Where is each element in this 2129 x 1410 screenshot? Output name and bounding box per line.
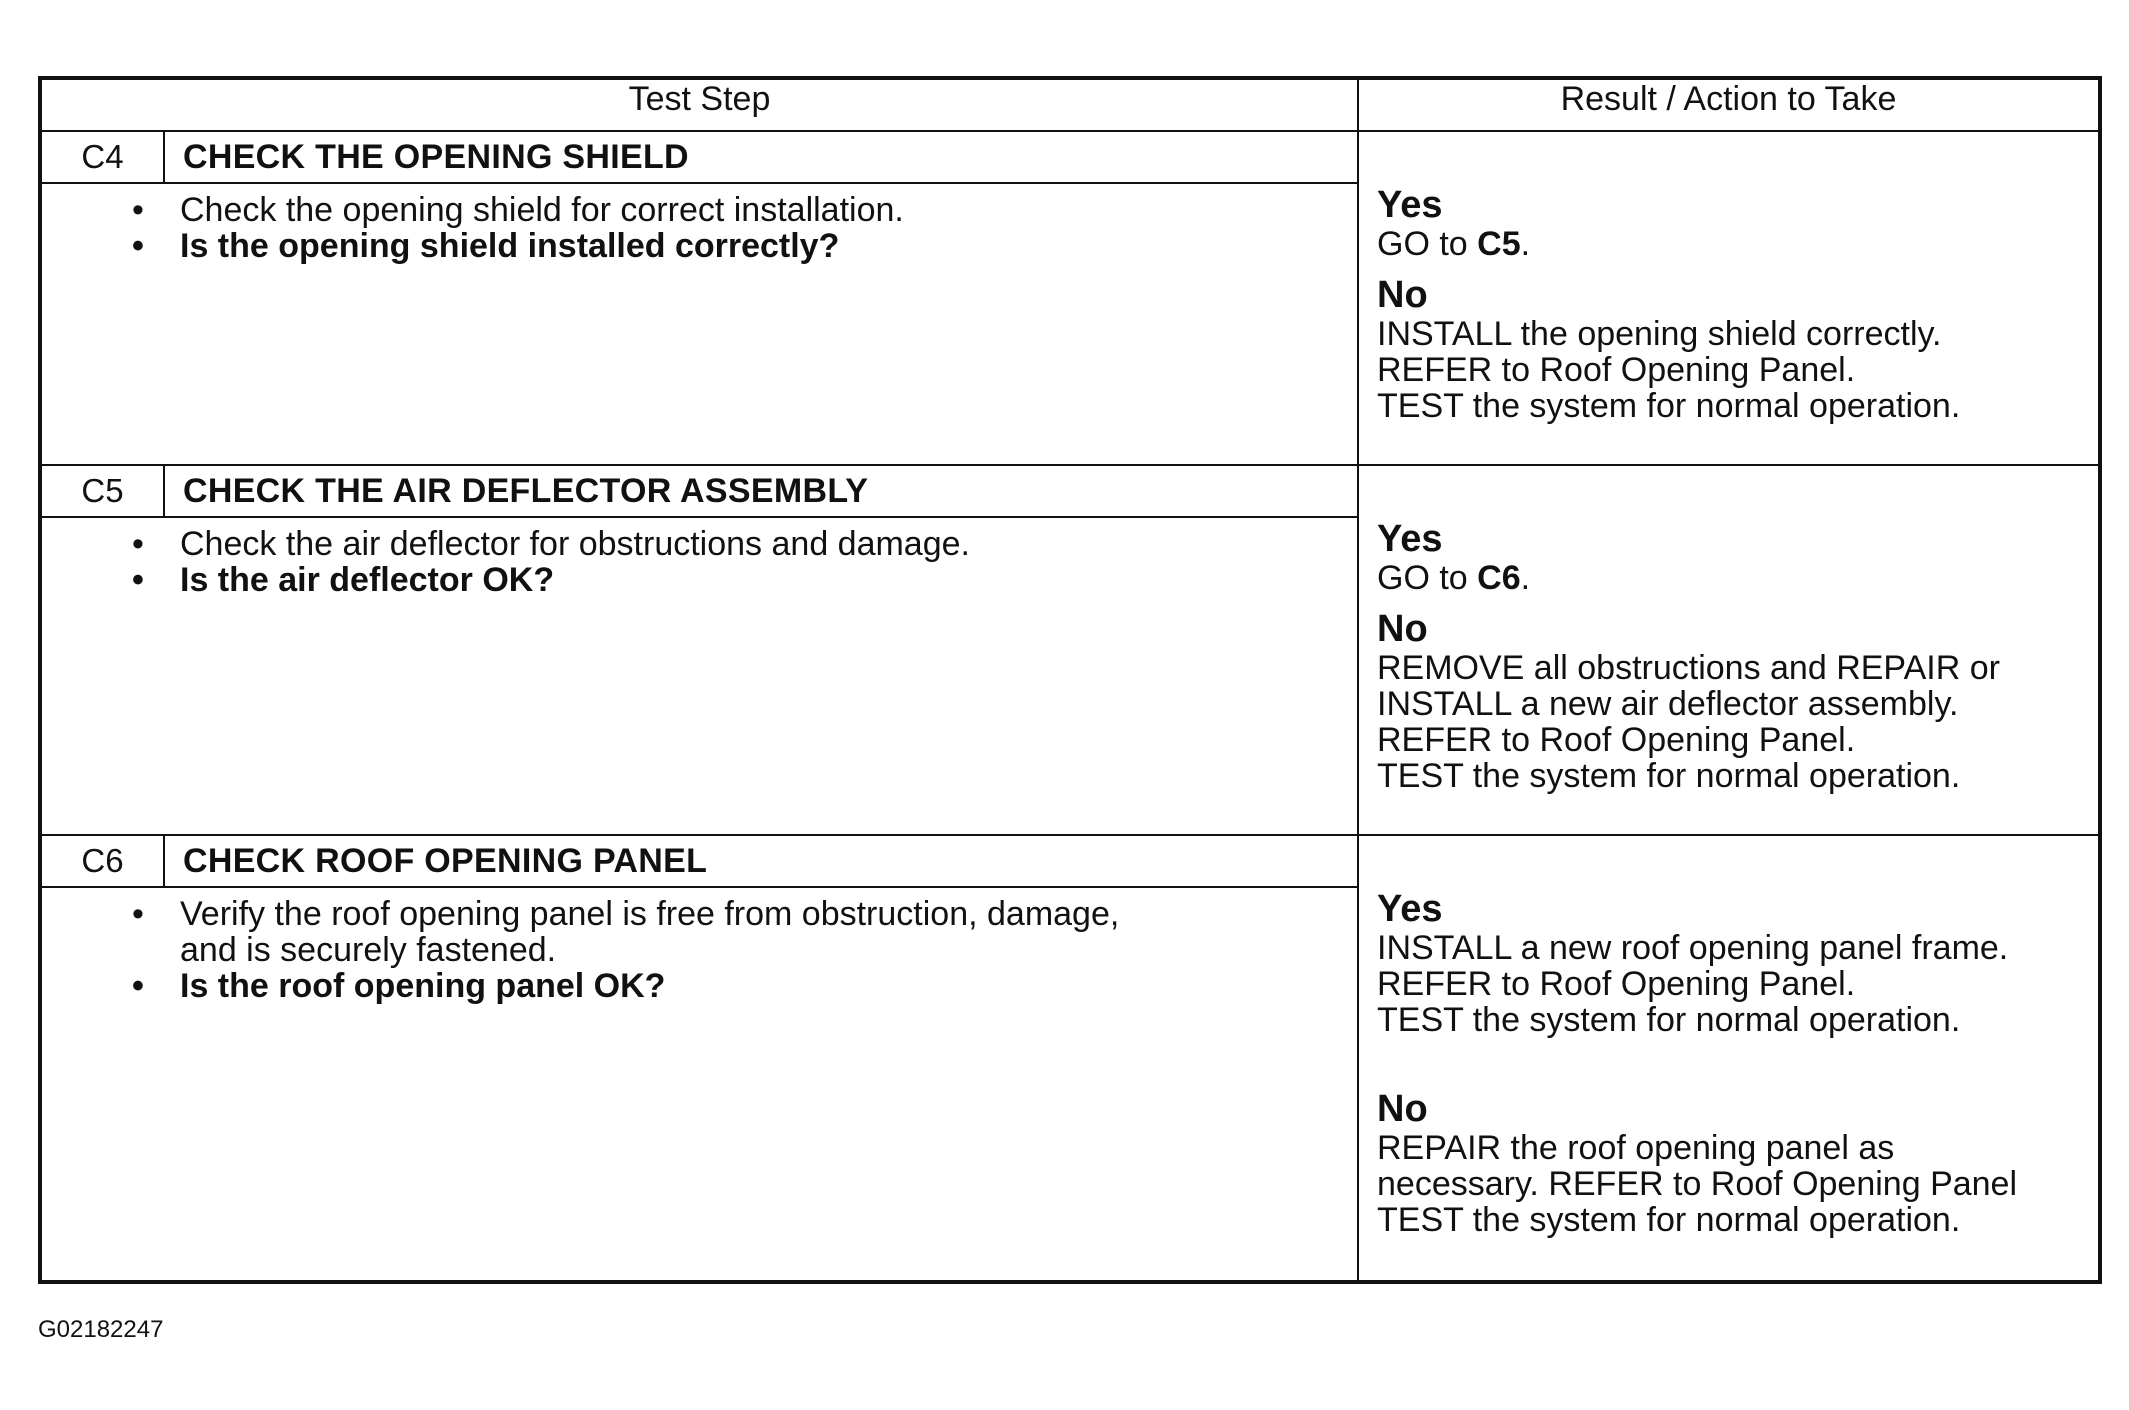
step-body	[40, 183, 1358, 465]
yes-label: Yes	[1377, 518, 1443, 560]
yes-label: Yes	[1377, 888, 1443, 930]
step-result-cell	[1358, 835, 2100, 1282]
no-action: REPAIR the roof opening panel as necessary. REFER to Roof Opening Panel TEST the system for normal operation.	[1377, 1129, 2018, 1239]
step-title: CHECK ROOF OPENING PANEL	[164, 835, 1358, 887]
yes-action: GO to C5.	[1377, 225, 1531, 263]
instruction-item: • Check the air deflector for obstructions and damage.	[132, 525, 970, 563]
step-result-cell	[1358, 465, 2100, 835]
step-c6-title-row	[40, 835, 2100, 887]
question-item: • Is the opening shield installed correctly?	[132, 227, 840, 265]
no-label: No	[1377, 274, 1428, 316]
diagnostic-table	[38, 76, 2102, 1284]
step-result-cell	[1358, 131, 2100, 465]
instruction-item: • Verify the roof opening panel is free from obstruction, damage, and is securely fastened.	[132, 895, 1120, 969]
step-code: C4	[40, 131, 164, 183]
step-title: CHECK THE AIR DEFLECTOR ASSEMBLY	[164, 465, 1358, 517]
header-test-step: Test Step	[40, 78, 1358, 131]
yes-action: INSTALL a new roof opening panel frame. REFER to Roof Opening Panel. TEST the system for normal operation.	[1377, 929, 2009, 1039]
no-label: No	[1377, 608, 1428, 650]
step-c4-title-row	[40, 131, 2100, 183]
yes-action: GO to C6.	[1377, 559, 1531, 597]
header-row	[40, 78, 2100, 131]
yes-label: Yes	[1377, 184, 1443, 226]
step-c5-title-row	[40, 465, 2100, 517]
no-action: REMOVE all obstructions and REPAIR or INSTALL a new air deflector assembly. REFER to Roof Opening Panel. TEST the system for normal operation.	[1377, 649, 2000, 795]
step-body	[40, 887, 1358, 1282]
question-item: • Is the roof opening panel OK?	[132, 967, 666, 1005]
question-item: • Is the air deflector OK?	[132, 561, 555, 599]
header-result-action: Result / Action to Take	[1358, 78, 2100, 131]
step-code: C6	[40, 835, 164, 887]
step-title: CHECK THE OPENING SHIELD	[164, 131, 1358, 183]
figure-id: G02182247	[38, 1316, 164, 1343]
step-code: C5	[40, 465, 164, 517]
step-body	[40, 517, 1358, 835]
instruction-item: • Check the opening shield for correct installation.	[132, 191, 904, 229]
no-action: INSTALL the opening shield correctly. REFER to Roof Opening Panel. TEST the system for normal operation.	[1377, 315, 1961, 425]
no-label: No	[1377, 1088, 1428, 1130]
